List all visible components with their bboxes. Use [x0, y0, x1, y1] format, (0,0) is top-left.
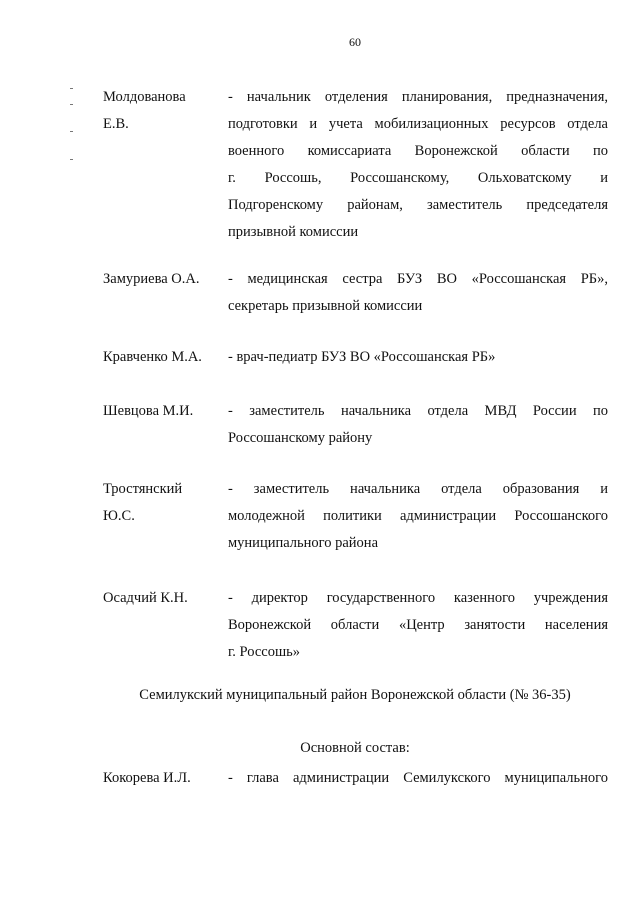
member-name — [103, 84, 221, 138]
member-name — [103, 398, 221, 425]
member-name-line: Кравченко М.А. — [103, 349, 202, 365]
member-name — [103, 476, 221, 530]
member-position — [228, 476, 608, 557]
member-position-line: молодежной политики администрации Россошанского — [228, 508, 608, 524]
member-entry — [103, 398, 608, 452]
member-position — [228, 765, 608, 792]
member-name-line: Осадчий К.Н. — [103, 590, 188, 606]
member-name-line: Ю.С. — [103, 508, 135, 524]
margin-mark — [70, 159, 73, 160]
composition-heading: Основной состав: — [300, 740, 410, 756]
member-position-line: г. Россошь» — [228, 644, 301, 660]
member-name — [103, 344, 221, 371]
member-position — [228, 84, 608, 246]
margin-mark — [70, 88, 73, 89]
member-position — [228, 266, 608, 320]
member-position-line: - глава администрации Семилукского муниципального — [228, 770, 608, 786]
member-name — [103, 585, 221, 612]
margin-mark — [70, 131, 73, 132]
member-position-line: Подгоренскому районам, заместитель председателя — [228, 197, 608, 213]
margin-mark — [70, 104, 73, 105]
member-position — [228, 344, 608, 371]
member-name-line: Замуриева О.А. — [103, 271, 200, 287]
member-position-line: - врач-педиатр БУЗ ВО «Россошанская РБ» — [228, 349, 496, 365]
member-position-line: военного комиссариата Воронежской области по — [228, 143, 608, 159]
member-position-line: - директор государственного казенного учреждения — [228, 590, 608, 606]
member-position-line: - заместитель начальника отдела МВД России по — [228, 403, 608, 419]
member-name-line: Е.В. — [103, 116, 129, 132]
member-position — [228, 585, 608, 666]
member-position-line: призывной комиссии — [228, 224, 359, 240]
member-position-line: подготовки и учета мобилизационных ресурсов отдела — [228, 116, 608, 132]
member-name-line: Кокорева И.Л. — [103, 770, 191, 786]
member-name-line: Молдованова — [103, 89, 186, 105]
member-position-line: муниципального района — [228, 535, 378, 551]
page-number: 60 — [349, 35, 361, 49]
region-heading: Семилукский муниципальный район Воронежской области (№ 36-35) — [139, 687, 571, 703]
member-entry — [103, 585, 608, 666]
member-entry — [103, 344, 608, 371]
member-name-line: Шевцова М.И. — [103, 403, 194, 419]
member-position-line: - медицинская сестра БУЗ ВО «Россошанская РБ», — [228, 271, 608, 287]
member-name — [103, 266, 221, 293]
member-position — [228, 398, 608, 452]
member-entry — [103, 84, 608, 246]
member-position-line: - начальник отделения планирования, предназначения, — [228, 89, 608, 105]
member-position-line: - заместитель начальника отдела образования и — [228, 481, 608, 497]
member-entry — [103, 266, 608, 320]
member-entry — [103, 476, 608, 557]
member-entry — [103, 765, 608, 792]
member-position-line: Воронежской области «Центр занятости населения — [228, 617, 608, 633]
member-name-line: Тростянский — [103, 481, 183, 497]
member-position-line: секретарь призывной комиссии — [228, 298, 423, 314]
member-position-line: Россошанскому району — [228, 430, 373, 446]
member-position-line: г. Россошь, Россошанскому, Ольховатскому и — [228, 170, 608, 186]
member-name — [103, 765, 221, 792]
